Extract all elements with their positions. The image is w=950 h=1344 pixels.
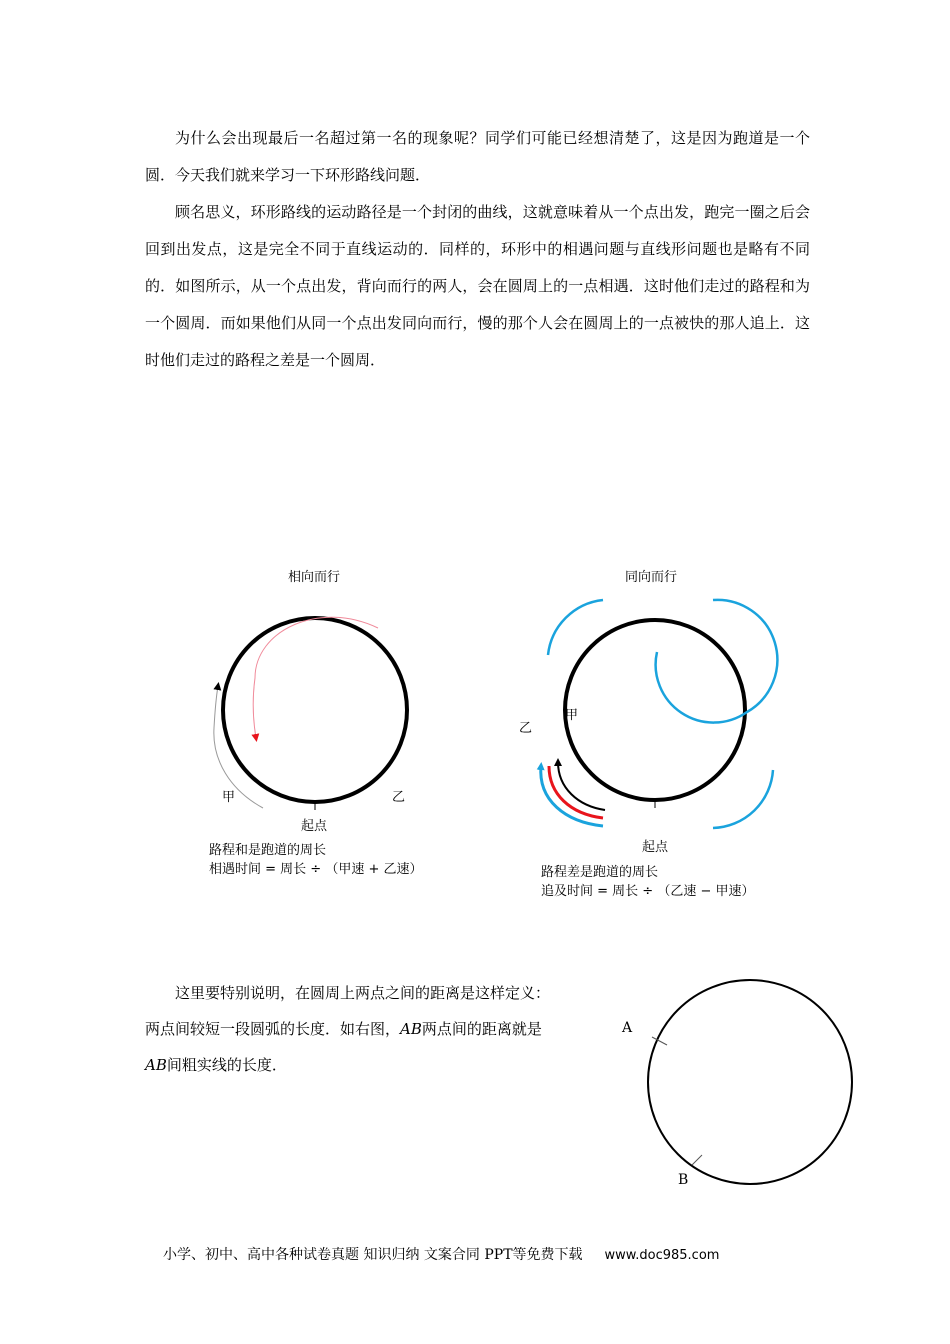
circular-motion-diagram: [0, 560, 950, 910]
definition-line-2: 两点间较短一段圆弧的长度．如右图，: [145, 1020, 401, 1038]
right-caption-line2: 追及时间 = 周长 ÷ （乙速 − 甲速）: [541, 884, 755, 899]
right-blue-arc-bottom-right: [713, 770, 773, 828]
right-caption-line1: 路程差是跑道的周长: [541, 865, 659, 880]
ab-point-a: A: [622, 1020, 633, 1036]
right-label-start: 起点: [642, 840, 669, 855]
left-label-jia: 甲: [222, 790, 236, 805]
right-red-arc: [549, 766, 603, 818]
ab-circle-diagram: [610, 965, 870, 1195]
right-label-yi: 乙: [519, 721, 533, 736]
definition-line-1: 这里要特别说明，在圆周上两点之间的距离是这样定义：: [175, 984, 551, 1002]
definition-ab-2: AB: [145, 1056, 167, 1074]
left-pink-path: [253, 617, 378, 738]
right-blue-arc-top-left: [548, 600, 603, 655]
intro-paragraph-2: 顾名思义，环形路线的运动路径是一个封闭的曲线，这就意味着从一个点出发，跑完一圈之后会回到出发点，这是完全不同于直线运动的．同样的，环形中的相遇问题与直线形问题也是略有不同的．如图所示，从一个点出发，背向而行的两人，会在圆周上的一点相遇．这时他们走过的路程和为一个圆周．而如果他们从同一个点出发同向而行，慢的那个人会在圆周上的一点被快的那人追上．这时他们走过的路程之差是一个圆周．: [145, 203, 810, 369]
right-track-circle: [565, 620, 745, 800]
left-label-yi: 乙: [392, 790, 406, 805]
ab-distance-figure: [610, 965, 870, 1195]
left-caption-line2: 相遇时间 = 周长 ÷ （甲速 + 乙速）: [209, 862, 423, 877]
left-label-start: 起点: [301, 819, 328, 834]
right-diagram-title: 同向而行: [625, 570, 678, 585]
definition-line-3: 间粗实线的长度．: [166, 1056, 287, 1074]
circular-motion-figure: [0, 560, 950, 910]
definition-paragraph: [145, 975, 605, 1083]
ab-tick-a: [652, 1037, 667, 1045]
left-caption-line1: 路程和是跑道的周长: [209, 843, 327, 858]
ab-point-b: B: [678, 1172, 689, 1188]
ab-circle: [648, 980, 852, 1184]
footer-url[interactable]: www.doc985.com: [604, 1248, 720, 1263]
footer-text: 小学、初中、高中各种试卷真题 知识归纳 文案合同 PPT等免费下载: [163, 1247, 583, 1263]
ab-tick-b: [692, 1155, 702, 1165]
definition-line-2b: 两点间的距离就是: [421, 1020, 542, 1038]
intro-paragraph-1: 为什么会出现最后一名超过第一名的现象呢？同学们可能已经想清楚了，这是因为跑道是一个圆．今天我们就来学习一下环形路线问题．: [145, 129, 810, 184]
right-blue-arc-top-right: [656, 600, 778, 723]
definition-ab-1: AB: [400, 1020, 422, 1038]
left-diagram-title: 相向而行: [288, 570, 341, 585]
left-track-circle: [223, 618, 407, 802]
page-footer: [163, 1244, 719, 1264]
right-label-jia: 甲: [565, 708, 579, 723]
